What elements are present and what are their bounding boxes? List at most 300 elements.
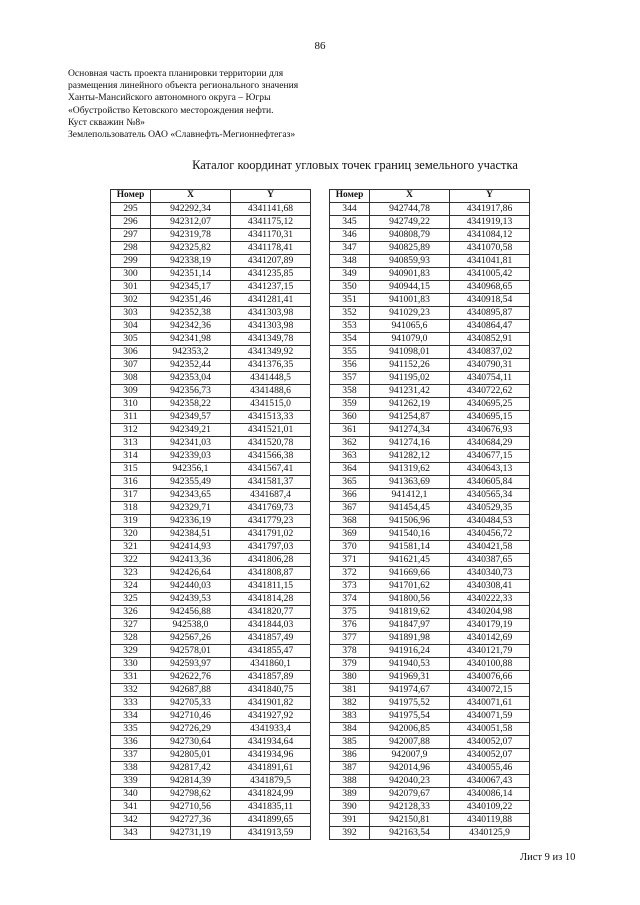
- column-header-x: X: [151, 190, 231, 203]
- sheet-counter: Лист 9 из 10: [520, 852, 576, 863]
- y-coordinate-cell: 4340204,98: [450, 606, 530, 619]
- table-row: [330, 593, 530, 606]
- table-row: [330, 242, 530, 255]
- x-coordinate-cell: 942342,36: [151, 320, 231, 333]
- y-coordinate-cell: 4341899,65: [231, 814, 311, 827]
- point-number-cell: 324: [111, 580, 151, 593]
- table-row: [330, 645, 530, 658]
- point-number-cell: 389: [330, 788, 370, 801]
- y-coordinate-cell: 4341913,59: [231, 827, 311, 840]
- table-row: [330, 658, 530, 671]
- table-row: [111, 606, 311, 619]
- x-coordinate-cell: 942353,2: [151, 346, 231, 359]
- table-row: [111, 541, 311, 554]
- y-coordinate-cell: 4340918,54: [450, 294, 530, 307]
- y-coordinate-cell: 4341170,31: [231, 229, 311, 242]
- x-coordinate-cell: 942319,78: [151, 229, 231, 242]
- x-coordinate-cell: 942341,03: [151, 437, 231, 450]
- point-number-cell: 381: [330, 684, 370, 697]
- y-coordinate-cell: 4340605,84: [450, 476, 530, 489]
- table-row: [111, 736, 311, 749]
- x-coordinate-cell: 942339,03: [151, 450, 231, 463]
- table-row: [330, 268, 530, 281]
- x-coordinate-cell: 941412,1: [370, 489, 450, 502]
- y-coordinate-cell: 4340895,87: [450, 307, 530, 320]
- table-row: [330, 671, 530, 684]
- y-coordinate-cell: 4340968,65: [450, 281, 530, 294]
- point-number-cell: 304: [111, 320, 151, 333]
- table-row: [330, 450, 530, 463]
- x-coordinate-cell: 942343,65: [151, 489, 231, 502]
- x-coordinate-cell: 942578,01: [151, 645, 231, 658]
- point-number-cell: 303: [111, 307, 151, 320]
- x-coordinate-cell: 941262,19: [370, 398, 450, 411]
- table-row: [111, 658, 311, 671]
- point-number-cell: 376: [330, 619, 370, 632]
- point-number-cell: 310: [111, 398, 151, 411]
- point-number-cell: 366: [330, 489, 370, 502]
- table-row: [111, 333, 311, 346]
- y-coordinate-cell: 4340484,53: [450, 515, 530, 528]
- x-coordinate-cell: 942744,78: [370, 203, 450, 216]
- table-row: [111, 593, 311, 606]
- y-coordinate-cell: 4340695,15: [450, 411, 530, 424]
- x-coordinate-cell: 942341,98: [151, 333, 231, 346]
- page-number: 86: [314, 40, 326, 52]
- point-number-cell: 308: [111, 372, 151, 385]
- y-coordinate-cell: 4340052,07: [450, 736, 530, 749]
- x-coordinate-cell: 941621,45: [370, 554, 450, 567]
- y-coordinate-cell: 4340790,31: [450, 359, 530, 372]
- table-row: [111, 723, 311, 736]
- y-coordinate-cell: 4341521,01: [231, 424, 311, 437]
- table-row: [111, 788, 311, 801]
- x-coordinate-cell: 942814,39: [151, 775, 231, 788]
- x-coordinate-cell: 942329,71: [151, 502, 231, 515]
- y-coordinate-cell: 4340142,69: [450, 632, 530, 645]
- table-row: [330, 346, 530, 359]
- x-coordinate-cell: 942358,22: [151, 398, 231, 411]
- point-number-cell: 297: [111, 229, 151, 242]
- table-row: [111, 437, 311, 450]
- y-coordinate-cell: 4340456,72: [450, 528, 530, 541]
- point-number-cell: 325: [111, 593, 151, 606]
- point-number-cell: 313: [111, 437, 151, 450]
- y-coordinate-cell: 4341808,87: [231, 567, 311, 580]
- point-number-cell: 360: [330, 411, 370, 424]
- table-row: [111, 515, 311, 528]
- x-coordinate-cell: 941152,26: [370, 359, 450, 372]
- point-number-cell: 322: [111, 554, 151, 567]
- x-coordinate-cell: 941847,97: [370, 619, 450, 632]
- x-coordinate-cell: 942040,23: [370, 775, 450, 788]
- y-coordinate-cell: 4341901,82: [231, 697, 311, 710]
- y-coordinate-cell: 4340052,07: [450, 749, 530, 762]
- y-coordinate-cell: 4340067,43: [450, 775, 530, 788]
- point-number-cell: 307: [111, 359, 151, 372]
- table-row: [111, 684, 311, 697]
- y-coordinate-cell: 4340086,14: [450, 788, 530, 801]
- point-number-cell: 336: [111, 736, 151, 749]
- table-row: [111, 619, 311, 632]
- y-coordinate-cell: 4340387,65: [450, 554, 530, 567]
- point-number-cell: 371: [330, 554, 370, 567]
- x-coordinate-cell: 941001,83: [370, 294, 450, 307]
- y-coordinate-cell: 4340684,29: [450, 437, 530, 450]
- x-coordinate-cell: 942006,85: [370, 723, 450, 736]
- x-coordinate-cell: 941891,98: [370, 632, 450, 645]
- point-number-cell: 383: [330, 710, 370, 723]
- table-row: [111, 242, 311, 255]
- point-number-cell: 354: [330, 333, 370, 346]
- x-coordinate-cell: 941940,53: [370, 658, 450, 671]
- x-coordinate-cell: 941581,14: [370, 541, 450, 554]
- x-coordinate-cell: 942351,46: [151, 294, 231, 307]
- point-number-cell: 298: [111, 242, 151, 255]
- y-coordinate-cell: 4340677,15: [450, 450, 530, 463]
- y-coordinate-cell: 4341084,12: [450, 229, 530, 242]
- point-number-cell: 331: [111, 671, 151, 684]
- table-row: [111, 580, 311, 593]
- table-row: [111, 398, 311, 411]
- y-coordinate-cell: 4341237,15: [231, 281, 311, 294]
- table-header-row: [330, 190, 530, 203]
- x-coordinate-cell: 941800,56: [370, 593, 450, 606]
- point-number-cell: 327: [111, 619, 151, 632]
- point-number-cell: 391: [330, 814, 370, 827]
- header-line: Основная часть проекта планировки территории для: [68, 68, 284, 79]
- point-number-cell: 333: [111, 697, 151, 710]
- table-row: [330, 229, 530, 242]
- point-number-cell: 321: [111, 541, 151, 554]
- x-coordinate-cell: 942440,03: [151, 580, 231, 593]
- y-coordinate-cell: 4341235,85: [231, 268, 311, 281]
- x-coordinate-cell: 940859,93: [370, 255, 450, 268]
- y-coordinate-cell: 4341917,86: [450, 203, 530, 216]
- table-row: [330, 710, 530, 723]
- x-coordinate-cell: 942007,9: [370, 749, 450, 762]
- table-row: [111, 255, 311, 268]
- point-number-cell: 367: [330, 502, 370, 515]
- table-row: [111, 476, 311, 489]
- x-coordinate-cell: 941540,16: [370, 528, 450, 541]
- column-header-y: Y: [450, 190, 530, 203]
- table-row: [111, 346, 311, 359]
- x-coordinate-cell: 941669,66: [370, 567, 450, 580]
- y-coordinate-cell: 4340565,34: [450, 489, 530, 502]
- table-row: [330, 697, 530, 710]
- y-coordinate-cell: 4341769,73: [231, 502, 311, 515]
- y-coordinate-cell: 4341178,41: [231, 242, 311, 255]
- point-number-cell: 299: [111, 255, 151, 268]
- x-coordinate-cell: 942384,51: [151, 528, 231, 541]
- y-coordinate-cell: 4341820,77: [231, 606, 311, 619]
- point-number-cell: 348: [330, 255, 370, 268]
- y-coordinate-cell: 4341879,5: [231, 775, 311, 788]
- point-number-cell: 392: [330, 827, 370, 840]
- y-coordinate-cell: 4340643,13: [450, 463, 530, 476]
- table-row: [330, 580, 530, 593]
- point-number-cell: 305: [111, 333, 151, 346]
- table-row: [111, 762, 311, 775]
- point-number-cell: 332: [111, 684, 151, 697]
- table-row: [330, 606, 530, 619]
- point-number-cell: 316: [111, 476, 151, 489]
- y-coordinate-cell: 4341513,33: [231, 411, 311, 424]
- table-row: [330, 528, 530, 541]
- y-coordinate-cell: 4341919,13: [450, 216, 530, 229]
- x-coordinate-cell: 942567,26: [151, 632, 231, 645]
- point-number-cell: 374: [330, 593, 370, 606]
- x-coordinate-cell: 942292,34: [151, 203, 231, 216]
- point-number-cell: 340: [111, 788, 151, 801]
- point-number-cell: 362: [330, 437, 370, 450]
- table-row: [111, 411, 311, 424]
- table-row: [111, 307, 311, 320]
- x-coordinate-cell: 941975,54: [370, 710, 450, 723]
- x-coordinate-cell: 942456,88: [151, 606, 231, 619]
- point-number-cell: 352: [330, 307, 370, 320]
- header-line: Землепользователь ОАО «Славнефть-Мегионнефтегаз»: [68, 129, 296, 141]
- y-coordinate-cell: 4341844,03: [231, 619, 311, 632]
- y-coordinate-cell: 4340109,22: [450, 801, 530, 814]
- point-number-cell: 302: [111, 294, 151, 307]
- x-coordinate-cell: 942150,81: [370, 814, 450, 827]
- x-coordinate-cell: 942710,46: [151, 710, 231, 723]
- x-coordinate-cell: 942414,93: [151, 541, 231, 554]
- x-coordinate-cell: 942336,19: [151, 515, 231, 528]
- y-coordinate-cell: 4341840,75: [231, 684, 311, 697]
- point-number-cell: 345: [330, 216, 370, 229]
- point-number-cell: 369: [330, 528, 370, 541]
- y-coordinate-cell: 4341141,68: [231, 203, 311, 216]
- y-coordinate-cell: 4341207,89: [231, 255, 311, 268]
- y-coordinate-cell: 4341824,99: [231, 788, 311, 801]
- table-row: [330, 320, 530, 333]
- table-row: [111, 216, 311, 229]
- x-coordinate-cell: 942426,64: [151, 567, 231, 580]
- table-row: [330, 294, 530, 307]
- header-line: «Обустройство Кетовского месторождения нефти.: [68, 104, 274, 116]
- column-header-number: Номер: [111, 190, 151, 203]
- point-number-cell: 318: [111, 502, 151, 515]
- y-coordinate-cell: 4341791,02: [231, 528, 311, 541]
- table-row: [330, 424, 530, 437]
- x-coordinate-cell: 941079,0: [370, 333, 450, 346]
- y-coordinate-cell: 4340072,15: [450, 684, 530, 697]
- table-row: [111, 697, 311, 710]
- table-row: [111, 424, 311, 437]
- y-coordinate-cell: 4340119,88: [450, 814, 530, 827]
- y-coordinate-cell: 4341797,03: [231, 541, 311, 554]
- table-row: [330, 827, 530, 840]
- point-number-cell: 335: [111, 723, 151, 736]
- x-coordinate-cell: 941065,6: [370, 320, 450, 333]
- point-number-cell: 314: [111, 450, 151, 463]
- x-coordinate-cell: 942345,17: [151, 281, 231, 294]
- table-row: [111, 502, 311, 515]
- x-coordinate-cell: 942014,96: [370, 762, 450, 775]
- point-number-cell: 319: [111, 515, 151, 528]
- x-coordinate-cell: 941454,45: [370, 502, 450, 515]
- y-coordinate-cell: 4341175,12: [231, 216, 311, 229]
- table-row: [330, 749, 530, 762]
- y-coordinate-cell: 4340852,91: [450, 333, 530, 346]
- x-coordinate-cell: 942352,44: [151, 359, 231, 372]
- x-coordinate-cell: 941363,69: [370, 476, 450, 489]
- point-number-cell: 364: [330, 463, 370, 476]
- x-coordinate-cell: 941195,02: [370, 372, 450, 385]
- y-coordinate-cell: 4341488,6: [231, 385, 311, 398]
- point-number-cell: 351: [330, 294, 370, 307]
- point-number-cell: 320: [111, 528, 151, 541]
- y-coordinate-cell: 4341891,61: [231, 762, 311, 775]
- table-row: [111, 775, 311, 788]
- coordinates-table-left: [110, 189, 311, 840]
- point-number-cell: 356: [330, 359, 370, 372]
- document-header: [68, 68, 298, 141]
- point-number-cell: 355: [330, 346, 370, 359]
- table-row: [330, 216, 530, 229]
- point-number-cell: 323: [111, 567, 151, 580]
- point-number-cell: 363: [330, 450, 370, 463]
- x-coordinate-cell: 941254,87: [370, 411, 450, 424]
- y-coordinate-cell: 4340071,61: [450, 697, 530, 710]
- table-row: [330, 255, 530, 268]
- y-coordinate-cell: 4341857,49: [231, 632, 311, 645]
- y-coordinate-cell: 4340722,62: [450, 385, 530, 398]
- point-number-cell: 388: [330, 775, 370, 788]
- x-coordinate-cell: 942352,38: [151, 307, 231, 320]
- table-row: [330, 775, 530, 788]
- table-row: [330, 333, 530, 346]
- y-coordinate-cell: 4341857,89: [231, 671, 311, 684]
- y-coordinate-cell: 4340051,58: [450, 723, 530, 736]
- y-coordinate-cell: 4340864,47: [450, 320, 530, 333]
- table-row: [111, 554, 311, 567]
- point-number-cell: 311: [111, 411, 151, 424]
- table-row: [330, 541, 530, 554]
- point-number-cell: 339: [111, 775, 151, 788]
- x-coordinate-cell: 942687,88: [151, 684, 231, 697]
- table-row: [111, 710, 311, 723]
- point-number-cell: 370: [330, 541, 370, 554]
- point-number-cell: 380: [330, 671, 370, 684]
- y-coordinate-cell: 4341566,38: [231, 450, 311, 463]
- y-coordinate-cell: 4341835,11: [231, 801, 311, 814]
- table-row: [330, 814, 530, 827]
- x-coordinate-cell: 942727,36: [151, 814, 231, 827]
- point-number-cell: 387: [330, 762, 370, 775]
- table-row: [330, 723, 530, 736]
- x-coordinate-cell: 942805,01: [151, 749, 231, 762]
- x-coordinate-cell: 941819,62: [370, 606, 450, 619]
- point-number-cell: 378: [330, 645, 370, 658]
- table-row: [111, 463, 311, 476]
- table-row: [111, 827, 311, 840]
- point-number-cell: 296: [111, 216, 151, 229]
- table-row: [330, 203, 530, 216]
- table-row: [111, 645, 311, 658]
- table-row: [111, 229, 311, 242]
- y-coordinate-cell: 4340121,79: [450, 645, 530, 658]
- x-coordinate-cell: 942749,22: [370, 216, 450, 229]
- y-coordinate-cell: 4340340,73: [450, 567, 530, 580]
- point-number-cell: 373: [330, 580, 370, 593]
- point-number-cell: 343: [111, 827, 151, 840]
- column-header-number: Номер: [330, 190, 370, 203]
- x-coordinate-cell: 942731,19: [151, 827, 231, 840]
- y-coordinate-cell: 4340754,11: [450, 372, 530, 385]
- point-number-cell: 342: [111, 814, 151, 827]
- x-coordinate-cell: 941975,52: [370, 697, 450, 710]
- table-row: [111, 632, 311, 645]
- x-coordinate-cell: 942325,82: [151, 242, 231, 255]
- y-coordinate-cell: 4341927,92: [231, 710, 311, 723]
- y-coordinate-cell: 4341303,98: [231, 307, 311, 320]
- x-coordinate-cell: 942726,29: [151, 723, 231, 736]
- x-coordinate-cell: 942817,42: [151, 762, 231, 775]
- y-coordinate-cell: 4341303,98: [231, 320, 311, 333]
- y-coordinate-cell: 4341281,41: [231, 294, 311, 307]
- point-number-cell: 350: [330, 281, 370, 294]
- point-number-cell: 358: [330, 385, 370, 398]
- x-coordinate-cell: 940808,79: [370, 229, 450, 242]
- y-coordinate-cell: 4341349,78: [231, 333, 311, 346]
- table-row: [330, 307, 530, 320]
- point-number-cell: 301: [111, 281, 151, 294]
- x-coordinate-cell: 942710,56: [151, 801, 231, 814]
- table-row: [111, 450, 311, 463]
- y-coordinate-cell: 4341860,1: [231, 658, 311, 671]
- point-number-cell: 295: [111, 203, 151, 216]
- x-coordinate-cell: 942413,36: [151, 554, 231, 567]
- y-coordinate-cell: 4341041,81: [450, 255, 530, 268]
- table-row: [330, 437, 530, 450]
- point-number-cell: 344: [330, 203, 370, 216]
- x-coordinate-cell: 942163,54: [370, 827, 450, 840]
- y-coordinate-cell: 4341933,4: [231, 723, 311, 736]
- header-line: размещения линейного объекта регионального значения: [68, 80, 299, 92]
- point-number-cell: 341: [111, 801, 151, 814]
- y-coordinate-cell: 4340676,93: [450, 424, 530, 437]
- x-coordinate-cell: 941974,67: [370, 684, 450, 697]
- point-number-cell: 328: [111, 632, 151, 645]
- table-row: [111, 372, 311, 385]
- point-number-cell: 309: [111, 385, 151, 398]
- x-coordinate-cell: 942079,67: [370, 788, 450, 801]
- x-coordinate-cell: 942353,04: [151, 372, 231, 385]
- y-coordinate-cell: 4341567,41: [231, 463, 311, 476]
- x-coordinate-cell: 942312,07: [151, 216, 231, 229]
- table-row: [111, 801, 311, 814]
- coordinates-table-right: [329, 189, 530, 840]
- y-coordinate-cell: 4341005,42: [450, 268, 530, 281]
- x-coordinate-cell: 942128,33: [370, 801, 450, 814]
- x-coordinate-cell: 942007,88: [370, 736, 450, 749]
- table-row: [330, 554, 530, 567]
- point-number-cell: 337: [111, 749, 151, 762]
- x-coordinate-cell: 942538,0: [151, 619, 231, 632]
- table-row: [111, 385, 311, 398]
- table-row: [111, 281, 311, 294]
- x-coordinate-cell: 941231,42: [370, 385, 450, 398]
- table-row: [111, 814, 311, 827]
- table-row: [330, 411, 530, 424]
- y-coordinate-cell: 4341934,64: [231, 736, 311, 749]
- point-number-cell: 329: [111, 645, 151, 658]
- x-coordinate-cell: 941098,01: [370, 346, 450, 359]
